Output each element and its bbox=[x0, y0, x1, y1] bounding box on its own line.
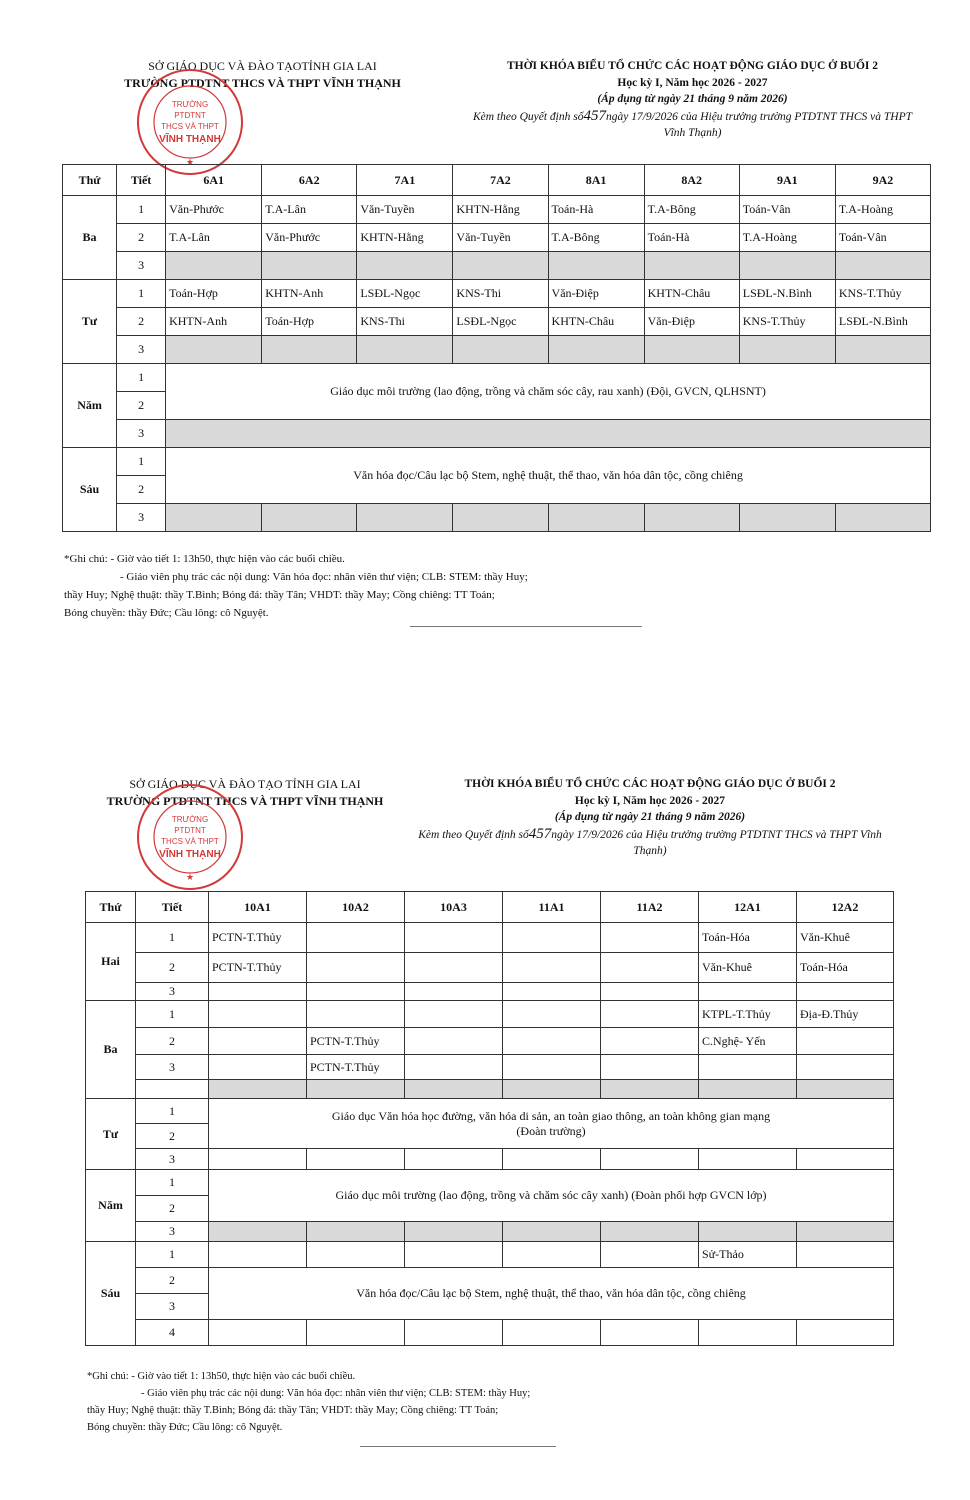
day-label: Ba bbox=[86, 1001, 136, 1099]
apply-date: (Áp dụng từ ngày 21 tháng 9 năm 2026) bbox=[597, 93, 788, 105]
schedule-cell bbox=[405, 1001, 503, 1028]
schedule-cell: Văn-Khuê bbox=[797, 923, 894, 953]
schedule-cell bbox=[601, 923, 699, 953]
schedule-cell: Văn-Tuyền bbox=[453, 224, 548, 252]
header-thu: Thứ bbox=[86, 892, 136, 923]
schedule-cell: KHTN-Anh bbox=[166, 308, 262, 336]
table-row bbox=[86, 1242, 894, 1268]
schedule-cell bbox=[601, 1028, 699, 1055]
header-class: 6A1 bbox=[166, 165, 262, 196]
table-row bbox=[86, 1099, 894, 1124]
note-line: *Ghi chú: - Giờ vào tiết 1: 13h50, thực hiện vào các buổi chiều. bbox=[64, 553, 345, 565]
table-row bbox=[86, 1320, 894, 1346]
header-class: 11A1 bbox=[503, 892, 601, 923]
table-row bbox=[86, 1028, 894, 1055]
table-row bbox=[63, 420, 931, 448]
schedule-cell bbox=[601, 953, 699, 983]
schedule-cell bbox=[503, 1001, 601, 1028]
schedule-cell: KHTN-Châu bbox=[644, 280, 739, 308]
table-row bbox=[63, 252, 931, 280]
merged-activity-cell: Văn hóa đọc/Câu lạc bộ Stem, nghệ thuật, thể thao, văn hóa dân tộc, cồng chiêng bbox=[166, 448, 931, 504]
schedule-cell: LSĐL-Ngọc bbox=[357, 280, 453, 308]
schedule-cell bbox=[307, 923, 405, 953]
schedule-cell bbox=[699, 1055, 797, 1080]
divider bbox=[360, 1446, 556, 1447]
header-class: 10A1 bbox=[209, 892, 307, 923]
timetable-thcs bbox=[62, 164, 931, 532]
period-number: 2 bbox=[117, 224, 166, 252]
note-line: Bóng chuyền: thầy Đức; Cầu lông: cô Nguyệt. bbox=[87, 1422, 283, 1433]
divider bbox=[410, 626, 642, 627]
header-class: 6A2 bbox=[262, 165, 357, 196]
schedule-cell: Toán-Hợp bbox=[262, 308, 357, 336]
schedule-cell: Toán-Hà bbox=[644, 224, 739, 252]
schedule-cell: T.A-Bông bbox=[548, 224, 644, 252]
footnotes bbox=[64, 550, 664, 622]
schedule-cell bbox=[503, 1055, 601, 1080]
period-number: 1 bbox=[117, 280, 166, 308]
schedule-cell bbox=[601, 1055, 699, 1080]
note-line: - Giáo viên phụ trác các nội dung: Văn hóa đọc: nhân viên thư viện; CLB: STEM: thầy Huy; bbox=[120, 571, 528, 583]
department-name: SỞ GIÁO DỤC VÀ ĐÀO TẠO TỈNH GIA LAI bbox=[129, 777, 361, 791]
schedule-cell: Văn-Khuê bbox=[699, 953, 797, 983]
header-class: 9A1 bbox=[739, 165, 835, 196]
schedule-cell bbox=[209, 1028, 307, 1055]
table-row bbox=[63, 308, 931, 336]
schedule-cell: LSĐL-N.Bình bbox=[835, 308, 930, 336]
period-number: 2 bbox=[136, 1124, 209, 1149]
period-number: 4 bbox=[136, 1320, 209, 1346]
period-number: 2 bbox=[136, 1028, 209, 1055]
schedule-cell: Văn-Điệp bbox=[548, 280, 644, 308]
schedule-cell: Toán-Hà bbox=[548, 196, 644, 224]
header-class: 12A2 bbox=[797, 892, 894, 923]
period-number: 1 bbox=[136, 1242, 209, 1268]
schedule-cell: KNS-Thi bbox=[453, 280, 548, 308]
schedule-cell bbox=[209, 1055, 307, 1080]
header-class: 7A1 bbox=[357, 165, 453, 196]
header-right-block bbox=[405, 776, 895, 860]
apply-date: (Áp dụng từ ngày 21 tháng 9 năm 2026) bbox=[554, 811, 746, 823]
schedule-cell: Toán-Vân bbox=[835, 224, 930, 252]
header-tiet: Tiết bbox=[136, 892, 209, 923]
note-line: *Ghi chú: - Giờ vào tiết 1: 13h50, thực hiện vào các buổi chiều. bbox=[87, 1371, 356, 1382]
table-row bbox=[63, 224, 931, 252]
table-row bbox=[86, 953, 894, 983]
schedule-cell: Toán-Hóa bbox=[797, 953, 894, 983]
header-tiet: Tiết bbox=[117, 165, 166, 196]
header-class: 8A1 bbox=[548, 165, 644, 196]
table-row bbox=[63, 336, 931, 364]
note-line: thầy Huy; Nghệ thuật: thầy T.Bình; Bóng đá: thầy Tân; VHDT: thầy May; Cồng chiêng: TT Toản; bbox=[64, 589, 495, 601]
school-name: TRƯỜNG PTDTNT THCS VÀ THPT VĨNH THẠNH bbox=[106, 794, 384, 808]
header-class: 8A2 bbox=[644, 165, 739, 196]
header-class: 7A2 bbox=[453, 165, 548, 196]
schedule-cell: Toán-Hóa bbox=[699, 923, 797, 953]
schedule-cell bbox=[405, 1028, 503, 1055]
table-row bbox=[86, 1149, 894, 1170]
period-number: 2 bbox=[136, 1196, 209, 1222]
schedule-cell: T.A-Lân bbox=[262, 196, 357, 224]
day-label: Hai bbox=[86, 923, 136, 1001]
school-seal-icon bbox=[135, 782, 245, 892]
schedule-cell: KHTN-Anh bbox=[262, 280, 357, 308]
school-name: TRƯỜNG PTDTNT THCS VÀ THPT VĨNH THẠNH bbox=[124, 76, 401, 90]
decision-line: Kèm theo Quyết định số457ngày 17/9/2026 của Hiệu trưởng trường PTDTNT THCS và THPT Vĩnh Thạnh) bbox=[418, 825, 882, 857]
schedule-cell: Văn-Phước bbox=[262, 224, 357, 252]
period-number: 3 bbox=[136, 983, 209, 1001]
schedule-cell: KNS-Thi bbox=[357, 308, 453, 336]
svg-text:THCS VÀ THPT: THCS VÀ THPT bbox=[161, 122, 219, 131]
period-number: 1 bbox=[136, 923, 209, 953]
school-seal-icon bbox=[135, 67, 245, 177]
period-number: 3 bbox=[117, 420, 166, 448]
day-label: Tư bbox=[63, 280, 117, 364]
table-row bbox=[63, 364, 931, 392]
schedule-cell bbox=[405, 1055, 503, 1080]
schedule-cell: LSĐL-N.Bình bbox=[739, 280, 835, 308]
header-left bbox=[75, 776, 415, 810]
schedule-cell bbox=[307, 953, 405, 983]
document-title: THỜI KHÓA BIỂU TỔ CHỨC CÁC HOẠT ĐỘNG GIÁO DỤC Ở BUỔI 2 bbox=[464, 778, 836, 790]
table-header-row bbox=[86, 892, 894, 923]
note-line: thầy Huy; Nghệ thuật: thầy T.Bình; Bóng đá: thầy Tân; VHDT: thầy May; Cồng chiêng: TT Toản; bbox=[87, 1405, 499, 1416]
table-row bbox=[63, 448, 931, 476]
schedule-cell: T.A-Lân bbox=[166, 224, 262, 252]
svg-text:PTDTNT: PTDTNT bbox=[174, 111, 206, 120]
schedule-cell: PCTN-T.Thủy bbox=[209, 953, 307, 983]
table-row bbox=[63, 196, 931, 224]
term-line: Học kỳ I, Năm học 2026 - 2027 bbox=[574, 794, 726, 807]
svg-text:PTDTNT: PTDTNT bbox=[174, 826, 206, 835]
schedule-cell bbox=[797, 1028, 894, 1055]
svg-text:THCS VÀ THPT: THCS VÀ THPT bbox=[161, 837, 219, 846]
header-class: 11A2 bbox=[601, 892, 699, 923]
schedule-cell: T.A-Bông bbox=[644, 196, 739, 224]
table-row bbox=[86, 1222, 894, 1242]
table-row bbox=[86, 1055, 894, 1080]
header-thu: Thứ bbox=[63, 165, 117, 196]
table-row bbox=[86, 983, 894, 1001]
schedule-cell: KHTN-Hằng bbox=[453, 196, 548, 224]
period-number: 1 bbox=[136, 1170, 209, 1196]
schedule-cell: Toán-Hợp bbox=[166, 280, 262, 308]
schedule-cell bbox=[797, 1055, 894, 1080]
header-right bbox=[465, 58, 920, 142]
table-row bbox=[86, 1080, 894, 1099]
footnotes bbox=[87, 1368, 687, 1436]
table-row bbox=[63, 504, 931, 532]
department-name: SỞ GIÁO DỤC VÀ ĐÀO TẠOTỈNH GIA LAI bbox=[148, 59, 377, 73]
day-label: Ba bbox=[63, 196, 117, 280]
header-class: 10A2 bbox=[307, 892, 405, 923]
schedule-cell bbox=[503, 923, 601, 953]
table-row bbox=[86, 923, 894, 953]
schedule-cell: C.Nghệ- Yến bbox=[699, 1028, 797, 1055]
period-number: 1 bbox=[117, 448, 166, 476]
schedule-cell: KNS-T.Thủy bbox=[739, 308, 835, 336]
svg-text:★: ★ bbox=[185, 157, 195, 167]
schedule-cell: LSĐL-Ngọc bbox=[453, 308, 548, 336]
svg-text:VĨNH THẠNH: VĨNH THẠNH bbox=[159, 134, 221, 145]
table-row bbox=[86, 1268, 894, 1294]
schedule-cell: T.A-Hoàng bbox=[739, 224, 835, 252]
period-number: 3 bbox=[136, 1294, 209, 1320]
document-title: THỜI KHÓA BIỂU TỔ CHỨC CÁC HOẠT ĐỘNG GIÁO DỤC Ở BUỔI 2 bbox=[506, 60, 879, 72]
header-class: 9A2 bbox=[835, 165, 930, 196]
schedule-cell: Toán-Vân bbox=[739, 196, 835, 224]
schedule-cell: Địa-Đ.Thủy bbox=[797, 1001, 894, 1028]
schedule-cell bbox=[503, 953, 601, 983]
table-row bbox=[86, 1170, 894, 1196]
schedule-cell bbox=[405, 953, 503, 983]
period-number: 2 bbox=[136, 1268, 209, 1294]
merged-activity-cell: Giáo dục môi trường (lao động, trồng và chăm sóc cây, rau xanh) (Đội, GVCN, QLHSNT) bbox=[166, 364, 931, 420]
header-class: 12A1 bbox=[699, 892, 797, 923]
schedule-cell: KNS-T.Thủy bbox=[835, 280, 930, 308]
svg-text:★: ★ bbox=[185, 872, 195, 882]
term-line: Học kỳ I, Năm học 2026 - 2027 bbox=[617, 76, 768, 89]
day-label: Sáu bbox=[86, 1242, 136, 1346]
period-number: 3 bbox=[136, 1055, 209, 1080]
period-number: 1 bbox=[117, 364, 166, 392]
period-number: 2 bbox=[136, 953, 209, 983]
period-number: 1 bbox=[136, 1099, 209, 1124]
header-class: 10A3 bbox=[405, 892, 503, 923]
period-number: 2 bbox=[117, 476, 166, 504]
schedule-cell: T.A-Hoàng bbox=[835, 196, 930, 224]
table-row bbox=[86, 1001, 894, 1028]
schedule-cell bbox=[209, 1001, 307, 1028]
note-line: - Giáo viên phụ trác các nội dung: Văn hóa đọc: nhân viên thư viện; CLB: STEM: thầy Huy; bbox=[141, 1388, 531, 1399]
day-label: Năm bbox=[63, 364, 117, 448]
svg-text:TRƯỜNG: TRƯỜNG bbox=[171, 100, 209, 109]
period-number: 3 bbox=[117, 252, 166, 280]
schedule-cell bbox=[503, 1028, 601, 1055]
period-number: 3 bbox=[117, 336, 166, 364]
period-number: 1 bbox=[136, 1001, 209, 1028]
svg-text:TRƯỜNG: TRƯỜNG bbox=[171, 815, 209, 824]
schedule-cell: KHTN-Châu bbox=[548, 308, 644, 336]
day-label: Tư bbox=[86, 1099, 136, 1170]
schedule-cell: PCTN-T.Thủy bbox=[307, 1028, 405, 1055]
schedule-cell: KHTN-Hằng bbox=[357, 224, 453, 252]
period-number: 1 bbox=[117, 196, 166, 224]
table-header-row bbox=[63, 165, 931, 196]
timetable-thpt bbox=[85, 891, 894, 1346]
decision-line: Kèm theo Quyết định số457ngày 17/9/2026 của Hiệu trưởng trường PTDTNT THCS và THPT Vĩnh Thạnh) bbox=[472, 107, 913, 139]
schedule-cell: Văn-Tuyền bbox=[357, 196, 453, 224]
schedule-cell bbox=[601, 1001, 699, 1028]
schedule-cell bbox=[307, 1001, 405, 1028]
table-row bbox=[63, 280, 931, 308]
period-number: 3 bbox=[136, 1222, 209, 1242]
period-number: 3 bbox=[136, 1149, 209, 1170]
schedule-cell: PCTN-T.Thủy bbox=[209, 923, 307, 953]
schedule-cell: Văn-Điệp bbox=[644, 308, 739, 336]
merged-activity-cell: Văn hóa đọc/Câu lạc bộ Stem, nghệ thuật, thể thao, văn hóa dân tộc, cồng chiêng bbox=[209, 1268, 894, 1320]
period-number: 3 bbox=[117, 504, 166, 532]
period-number: 2 bbox=[117, 392, 166, 420]
note-line: Bóng chuyền: thầy Đức; Cầu lông: cô Nguyệt. bbox=[64, 607, 269, 619]
schedule-cell: Văn-Phước bbox=[166, 196, 262, 224]
schedule-cell: KTPL-T.Thủy bbox=[699, 1001, 797, 1028]
svg-text:VĨNH THẠNH: VĨNH THẠNH bbox=[159, 849, 221, 860]
merged-activity-cell: Giáo dục môi trường (lao động, trồng và chăm sóc cây xanh) (Đoàn phối hợp GVCN lớp) bbox=[209, 1170, 894, 1222]
day-label: Sáu bbox=[63, 448, 117, 532]
day-label: Năm bbox=[86, 1170, 136, 1242]
period-number: 2 bbox=[117, 308, 166, 336]
schedule-cell bbox=[405, 923, 503, 953]
schedule-cell: PCTN-T.Thủy bbox=[307, 1055, 405, 1080]
schedule-cell: Sử-Thảo bbox=[699, 1242, 797, 1268]
merged-activity-cell: Giáo dục Văn hóa học đường, văn hóa di sản, an toàn giao thông, an toàn không gian mạng (Đoàn trường) bbox=[209, 1099, 894, 1149]
